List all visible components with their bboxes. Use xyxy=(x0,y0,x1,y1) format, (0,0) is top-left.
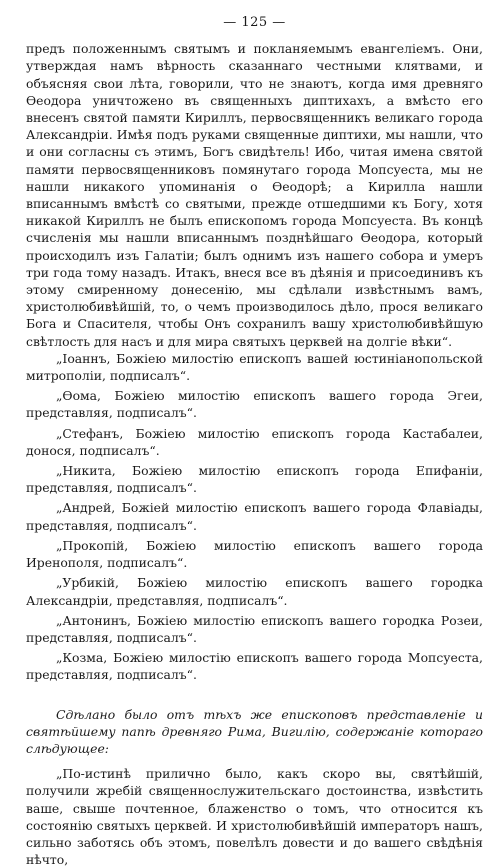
signature-nikita: „Никита, Божіею милостію епископъ города Епифаніи, представляя, подписалъ“. xyxy=(26,463,483,496)
signature-kozma: „Козма, Божіею милостію епископъ вашего города Мопсуеста, представляя, подписалъ“. xyxy=(26,650,483,683)
signature-stefan: „Стефанъ, Божіею милостію епископъ города Кастабалеи, донося, подписалъ“. xyxy=(26,425,483,458)
page-number: — 125 — xyxy=(223,15,286,30)
paragraph-continued: предъ положеннымъ святымъ и покланяемымъ евангеліемъ. Они, утверждая намъ вѣрность сказаннаго честными клятвами, и объясняя свои лѣта, говорили, что не знаютъ, когда имя древняго Ѳеодора уничтожено въ священныхъ диптихахъ, а вмѣсто его внесенъ святой памяти Кириллъ, первосвященникъ великаго города Александріи. Имѣя подъ руками священные диптихи, мы нашли, что и они согласны съ этимъ, Богъ свидѣтель! Ибо, читая имена святой памяти первосвященниковъ помянутаго города Мопсуеста, мы не нашли никакого упоминанія о Ѳеодорѣ; а Кирилла нашли вписаннымъ вмѣстѣ со святыми, прежде отшедшими къ Богу, хотя никакой Кириллъ не былъ епископомъ города Мопсуеста. Въ концѣ счисленія мы нашли вписаннымъ позднѣйшаго Ѳеодора, который происходилъ изъ Галатіи; былъ однимъ изъ нашего собора и умеръ три года тому назадъ. Итакъ, внеся все въ дѣянія и присоединивъ къ этому смиренному донесенію, мы сдѣлали извѣстнымъ вамъ, христолюбивѣйшій, то, о чемъ производилось дѣло, прося великаго Бога и Спасителя, чтобы Онъ сохранилъ вашу христолюбивѣйшую свѣтлость для насъ и для мира святыхъ церквей на долгіе вѣки“. xyxy=(26,41,483,349)
section-heading: Сдѣлано было отъ тѣхъ же епископовъ представленіе и святѣйшему папѣ древняго Рима, Вигилію, содержаніе котораго слѣдующее: xyxy=(26,706,483,756)
signature-ioann: „Іоаннъ, Божіею милостію епископъ вашей юстиніанопольской митрополіи, подписалъ“. xyxy=(26,350,483,384)
signature-foma: „Ѳома, Божіею милостію епископъ вашего города Эгеи, представляя, подписалъ“. xyxy=(26,388,483,421)
signature-list xyxy=(26,350,483,684)
signature-prokopiy: „Прокопій, Божіею милостію епископъ вашего города Иренополя, подписалъ“. xyxy=(26,537,483,571)
signature-urbikiy: „Урбикій, Божіею милостію епископъ вашего городка Александріи, представляя, подписалъ“. xyxy=(26,575,483,608)
signature-andrey: „Андрей, Божіей милостію епископъ вашего города Флавіады, представляя, подписалъ“. xyxy=(26,500,483,533)
paragraph-letter: „По-истинѣ прилично было, какъ скоро вы, святѣйшій, получили жребій священнослужительскаго достоинства, извѣстить ваше, свыше почтенное, блаженство о томъ, что относится къ состоянію святыхъ церквей. И христолюбивѣйшій императоръ нашъ, сильно заботясь объ этомъ, повелѣлъ довести и до вашего свѣдѣнія нѣчто, xyxy=(26,766,483,868)
signature-antonin: „Антонинъ, Божіею милостію епископъ вашего городка Розеи, представляя, подписалъ“. xyxy=(26,612,483,645)
